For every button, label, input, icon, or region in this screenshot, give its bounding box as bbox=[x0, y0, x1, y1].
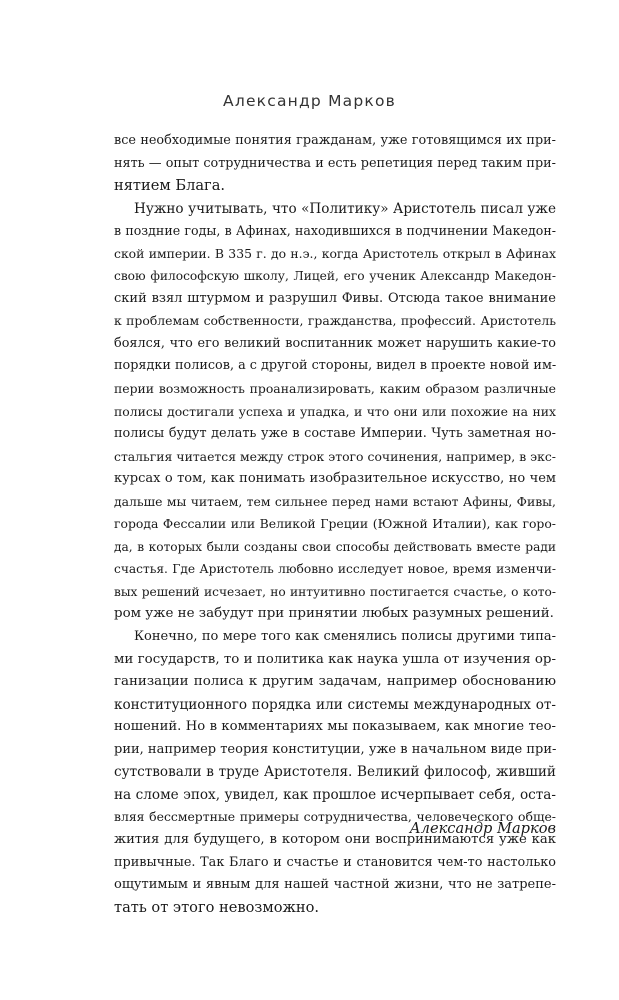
text-line: на сломе эпох, увидел, как прошлое исчерпывает себя, оста- bbox=[114, 786, 556, 803]
text-line: ский взял штурмом и разрушил Фивы. Отсюда такое внимание bbox=[114, 290, 556, 306]
text-line: нятием Блага. bbox=[114, 177, 226, 195]
text-line: нять — опыт сотрудничества и есть репетиция перед таким при- bbox=[114, 155, 556, 171]
text-line: счастья. Где Аристотель любовно исследует новое, время изменчи- bbox=[114, 562, 556, 577]
text-line: в поздние годы, в Афинах, находившихся в подчинении Македон- bbox=[114, 223, 556, 239]
text-line: все необходимые понятия гражданам, уже готовящимся их при- bbox=[114, 133, 556, 148]
running-head-author: Александр Марков bbox=[223, 92, 396, 110]
text-line: ганизации полиса к другим задачам, например обоснованию bbox=[114, 674, 556, 690]
text-line: полисы достигали успеха и упадка, и что они или похожие на них bbox=[114, 403, 556, 419]
text-line: курсах о том, как понимать изобразительное искусство, но чем bbox=[114, 471, 556, 487]
text-line: дальше мы читаем, тем сильнее перед нами встают Афины, Фивы, bbox=[114, 493, 556, 509]
text-line: боялся, что его великий воспитанник может нарушить какие-то bbox=[114, 335, 556, 351]
text-line: ношений. Но в комментариях мы показываем, как многие тео- bbox=[114, 719, 556, 735]
text-line: сутствовали в труде Аристотеля. Великий философ, живший bbox=[114, 764, 556, 781]
text-line: города Фессалии или Великой Греции (Южной Италии), как горо- bbox=[114, 516, 556, 532]
text-line: Конечно, по мере того как сменялись полисы другими типа- bbox=[134, 629, 556, 645]
text-line: привычные. Так Благо и счастье и становится чем-то настолько bbox=[114, 854, 556, 870]
text-line: вляя бессмертные примеры сотрудничества, человеческого обще- bbox=[114, 809, 556, 825]
text-line: конституционного порядка или системы международных от- bbox=[114, 696, 556, 713]
text-line: да, в которых были созданы свои способы действовать вместе ради bbox=[114, 539, 556, 554]
text-line: к проблемам собственности, гражданства, профессий. Аристотель bbox=[114, 313, 556, 329]
text-line: тать от этого невозможно. bbox=[114, 898, 320, 916]
text-line: ощутимым и явным для нашей частной жизни, что не затрепе- bbox=[114, 877, 556, 893]
text-line: полисы будут делать уже в составе Империи. Чуть заметная но- bbox=[114, 426, 556, 442]
text-line: порядки полисов, а с другой стороны, видел в проекте новой им- bbox=[114, 358, 557, 374]
text-line: жития для будущего, в котором они воспринимаются уже как bbox=[114, 831, 556, 847]
text-line: вых решений исчезает, но интуитивно постигается счастье, о кото- bbox=[114, 584, 556, 599]
text-line: Нужно учитывать, что «Политику» Аристотель писал уже bbox=[134, 200, 556, 217]
text-line: стальгия читается между строк этого сочинения, например, в экс- bbox=[114, 448, 556, 464]
signature-author: Александр Марков bbox=[409, 820, 556, 837]
text-line: ром уже не забудут при принятии любых разумных решений. bbox=[114, 606, 554, 622]
text-line: рии, например теория конституции, уже в начальном виде при- bbox=[114, 741, 557, 757]
text-line: ми государств, то и политика как наука ушла от изучения ор- bbox=[114, 651, 556, 667]
text-line: ской империи. В 335 г. до н.э., когда Аристотель открыл в Афинах bbox=[114, 245, 556, 261]
text-line: перии возможность проанализировать, каким образом различные bbox=[114, 381, 556, 397]
text-line: свою философскую школу, Лицей, его ученик Александр Македон- bbox=[114, 269, 556, 284]
body-text bbox=[114, 130, 556, 919]
